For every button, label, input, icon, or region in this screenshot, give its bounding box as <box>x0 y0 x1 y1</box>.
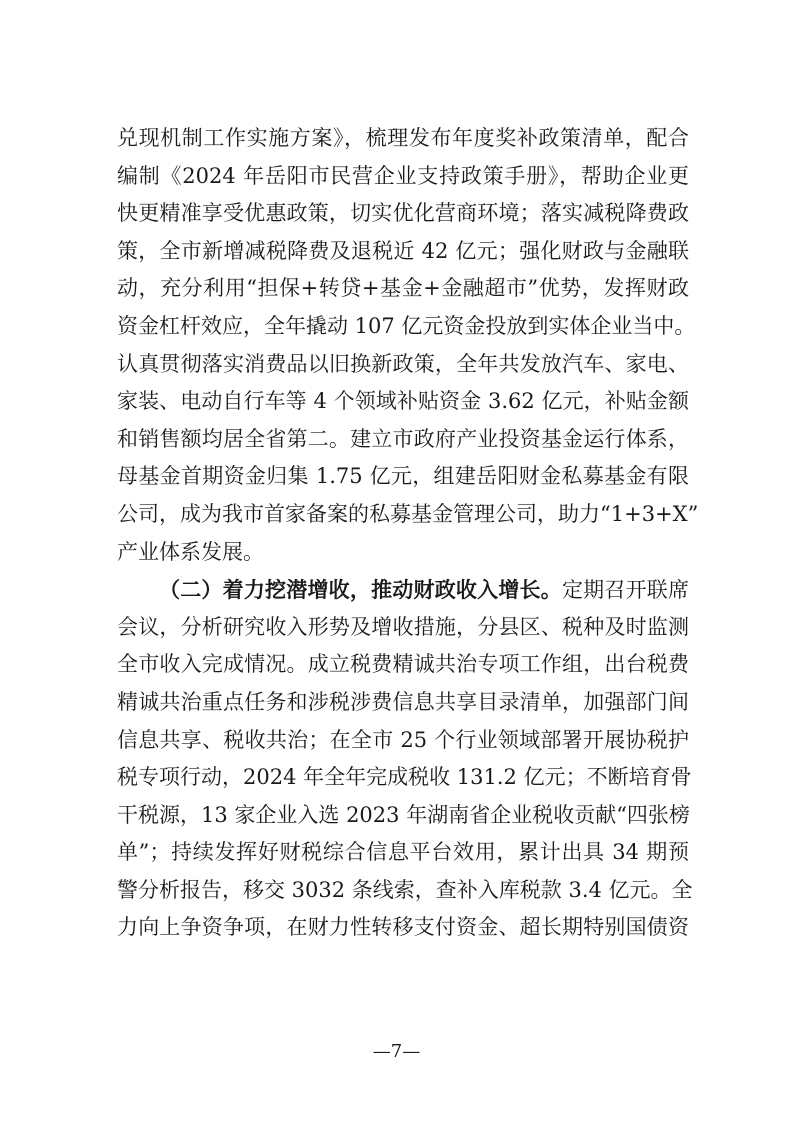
paragraph-1-line: 快更精准享受优惠政策，切实优化营商环境；落实减税降费政 <box>117 201 689 226</box>
paragraph-2-line: 力向上争资争项，在财力性转移支付资金、超长期特别国债资 <box>117 915 689 940</box>
paragraph-1-line: 认真贯彻落实消费品以旧换新政策，全年共发放汽车、家电、 <box>117 351 689 376</box>
paragraph-2-first-line <box>117 571 689 609</box>
paragraph-2-line: 警分析报告，移交 3032 条线索，查补入库税款 3.4 亿元。全 <box>117 877 693 902</box>
paragraph-1-line: 家装、电动自行车等 4 个领域补贴资金 3.62 亿元，补贴金额 <box>117 389 689 414</box>
paragraph-1-line: 动，充分利用“担保+转贷+基金+金融超市”优势，发挥财政 <box>117 276 689 301</box>
paragraph-2-line: 全市收入完成情况。成立税费精诚共治专项工作组，出台税费 <box>117 652 689 677</box>
section-heading: （二）着力挖潜增收，推动财政收入增长。 <box>159 577 562 603</box>
paragraph-1-line: 编制《2024 年岳阳市民营企业支持政策手册》，帮助企业更 <box>117 163 689 188</box>
paragraph-1-line: 策，全市新增减税降费及退税近 42 亿元；强化财政与金融联 <box>117 238 689 263</box>
paragraph-2-line: 单”；持续发挥好财税综合信息平台效用，累计出具 34 期预 <box>117 840 689 865</box>
paragraph-2-line: 干税源，13 家企业入选 2023 年湖南省企业税收贡献“四张榜 <box>117 802 690 827</box>
paragraph-2-line: 会议，分析研究收入形势及增收措施，分县区、税种及时监测 <box>117 614 689 639</box>
paragraph-1-line: 产业体系发展。 <box>117 539 264 564</box>
paragraph-2-first-line-text: 定期召开联席 <box>561 578 690 603</box>
paragraph-2-line: 税专项行动，2024 年全年完成税收 131.2 亿元；不断培育骨 <box>117 765 692 790</box>
paragraph-1-line: 兑现机制工作实施方案》，梳理发布年度奖补政策清单，配合 <box>117 126 689 150</box>
paragraph-2-line: 精诚共治重点任务和涉税涉费信息共享目录清单，加强部门间 <box>117 689 689 714</box>
paragraph-1-line: 和销售额均居全省第二。建立市政府产业投资基金运行体系， <box>117 426 689 451</box>
page-number: —7— <box>372 1041 421 1062</box>
paragraph-2-line: 信息共享、税收共治；在全市 25 个行业领域部署开展协税护 <box>117 727 689 752</box>
body-text <box>117 120 699 947</box>
paragraph-1-line: 资金杠杆效应，全年撬动 107 亿元资金投放到实体企业当中。 <box>117 313 696 338</box>
paragraph-1-line: 母基金首期资金归集 1.75 亿元，组建岳阳财金私募基金有限 <box>117 464 689 489</box>
paragraph-1-line: 公司，成为我市首家备案的私募基金管理公司，助力“1+3+X” <box>117 501 699 526</box>
